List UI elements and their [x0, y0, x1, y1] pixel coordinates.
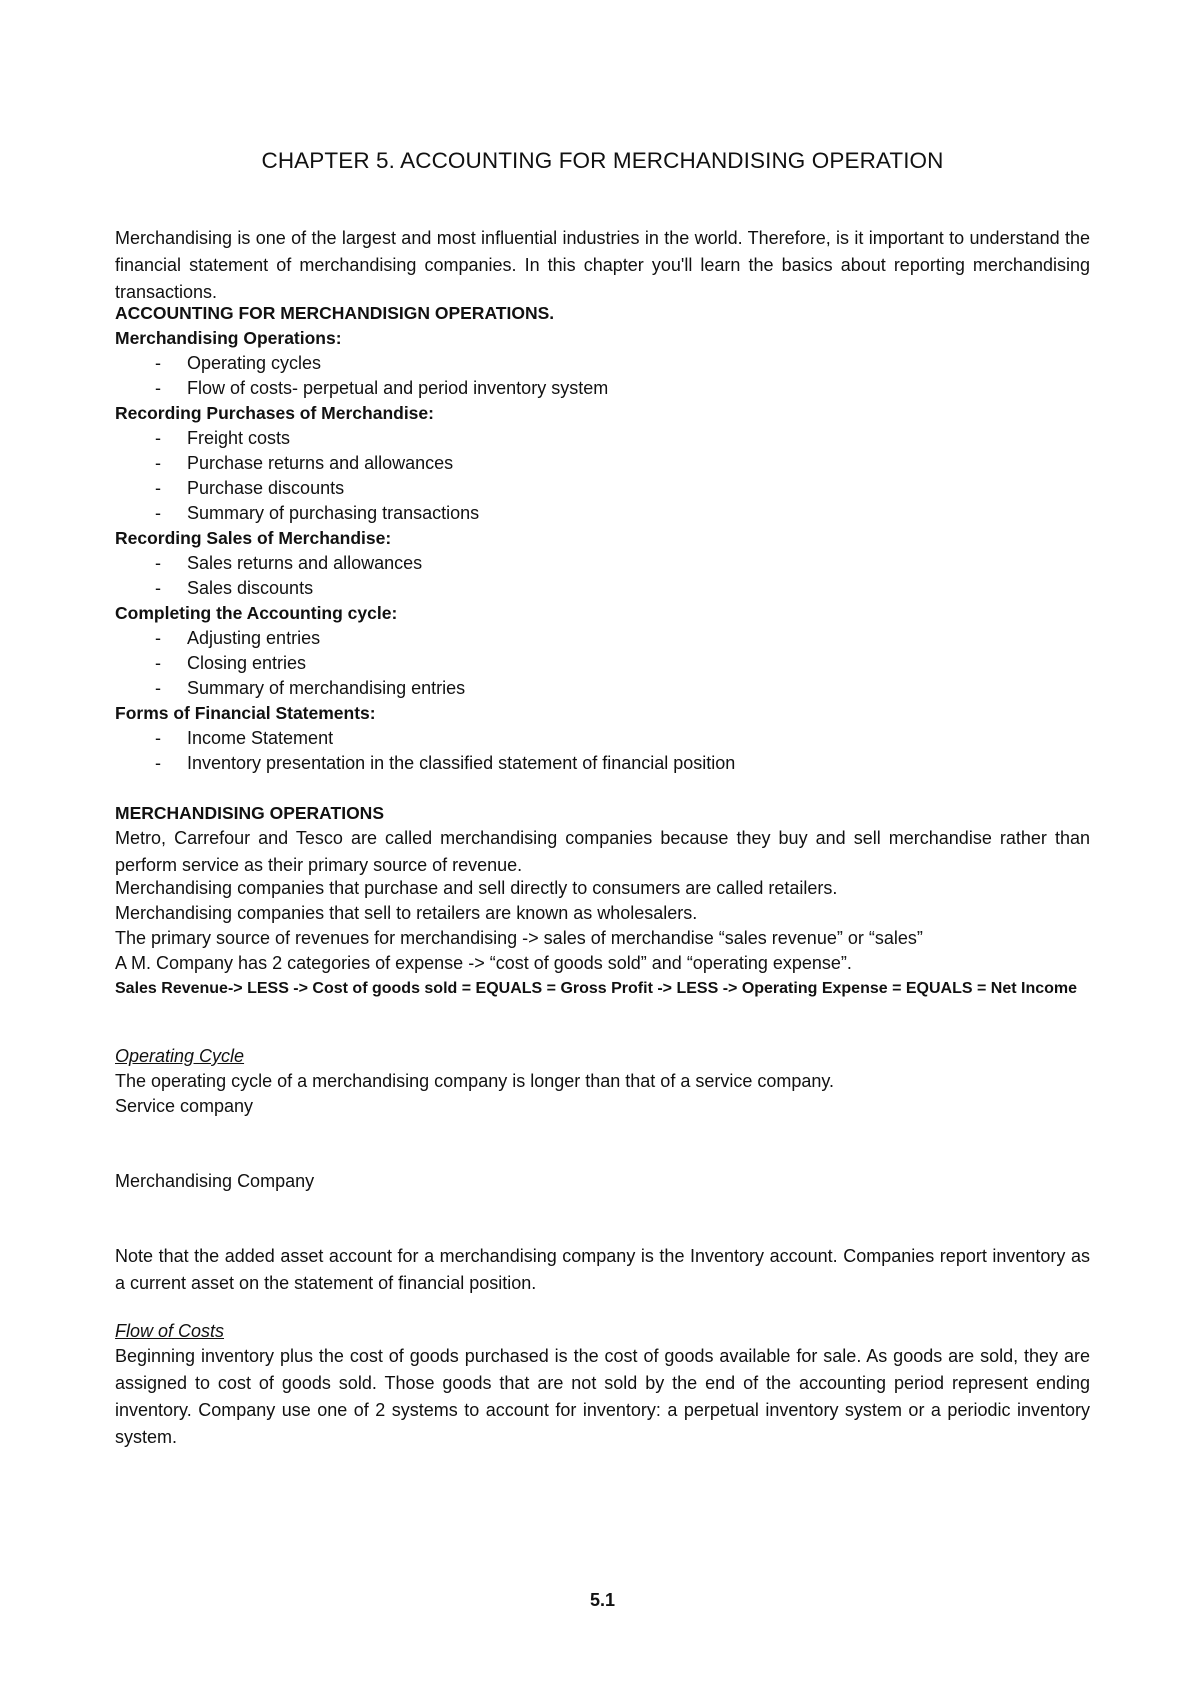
list-item: - Operating cycles [155, 350, 321, 377]
dash: - [155, 578, 161, 598]
section-heading: Merchandising Operations: [115, 328, 342, 348]
section-heading: Completing the Accounting cycle: [115, 603, 398, 623]
merchandising-company-label: Merchandising Company [115, 1171, 315, 1191]
income-formula: Sales Revenue-> LESS -> Cost of goods sold = EQUALS = Gross Profit -> LESS -> Operating Expense = EQUALS = Net Income [115, 980, 1078, 997]
dash: - [155, 503, 161, 523]
section-heading: Recording Sales of Merchandise: [115, 528, 392, 548]
list-item: - Inventory presentation in the classified statement of financial position [155, 750, 735, 777]
section-heading: Forms of Financial Statements: [115, 703, 376, 723]
service-company-label: Service company [115, 1096, 254, 1116]
dash: - [155, 378, 161, 398]
dash: - [155, 728, 161, 748]
page-number: 5.1 [589, 1590, 616, 1610]
overview-heading: ACCOUNTING FOR MERCHANDISIGN OPERATIONS. [115, 303, 555, 323]
list-item: - Purchase returns and allowances [155, 450, 453, 477]
dash: - [155, 478, 161, 498]
dash: - [155, 628, 161, 648]
dash: - [155, 453, 161, 473]
flow-of-costs-paragraph: Beginning inventory plus the cost of goods purchased is the cost of goods available for sale. As goods are sold, they are assigned to cost of goods sold. Those goods that are not sold by the end of the accounting period represent ending inventory. Company use one of 2 systems to account for inventory: a perpetual inventory system or a periodic inventory system. [115, 1346, 1090, 1447]
list-item: - Income Statement [155, 725, 333, 752]
list-item: - Purchase discounts [155, 475, 344, 502]
dash: - [155, 353, 161, 373]
dash: - [155, 553, 161, 573]
list-item: - Sales returns and allowances [155, 550, 422, 577]
dash: - [155, 653, 161, 673]
list-item: - Summary of purchasing transactions [155, 500, 479, 527]
list-item: - Sales discounts [155, 575, 313, 602]
operating-cycle-heading: Operating Cycle [115, 1046, 245, 1066]
text-line: A M. Company has 2 categories of expense -> “cost of goods sold” and “operating expense”. [115, 953, 852, 973]
merchandising-paragraph: Metro, Carrefour and Tesco are called merchandising companies because they buy and sell merchandise rather than perform service as their primary source of revenue. [115, 828, 1090, 875]
list-item: - Freight costs [155, 425, 290, 452]
intro-paragraph: Merchandising is one of the largest and most influential industries in the world. Therefore, is it important to understand the financial statement of merchandising companies. In this chapter you'll learn the basics about reporting merchandising transactions. [115, 228, 1090, 302]
text-line: Merchandising companies that purchase and sell directly to consumers are called retailers. [115, 878, 838, 898]
flow-of-costs-heading: Flow of Costs [115, 1321, 225, 1341]
text-line: Merchandising companies that sell to retailers are known as wholesalers. [115, 903, 698, 923]
list-item: - Summary of merchandising entries [155, 675, 465, 702]
chapter-title: CHAPTER 5. ACCOUNTING FOR MERCHANDISING OPERATION [261, 148, 944, 173]
merchandising-heading: MERCHANDISING OPERATIONS [115, 803, 384, 823]
list-item: - Adjusting entries [155, 625, 320, 652]
note-paragraph: Note that the added asset account for a merchandising company is the Inventory account. Companies report inventory as a current asset on the statement of financial position. [115, 1246, 1090, 1293]
text-line: The primary source of revenues for merchandising -> sales of merchandise “sales revenue” or “sales” [115, 928, 923, 948]
dash: - [155, 428, 161, 448]
dash: - [155, 753, 161, 773]
list-item: - Flow of costs- perpetual and period inventory system [155, 375, 608, 402]
list-item: - Closing entries [155, 650, 306, 677]
text-line: The operating cycle of a merchandising company is longer than that of a service company. [115, 1071, 835, 1091]
section-heading: Recording Purchases of Merchandise: [115, 403, 434, 423]
dash: - [155, 678, 161, 698]
